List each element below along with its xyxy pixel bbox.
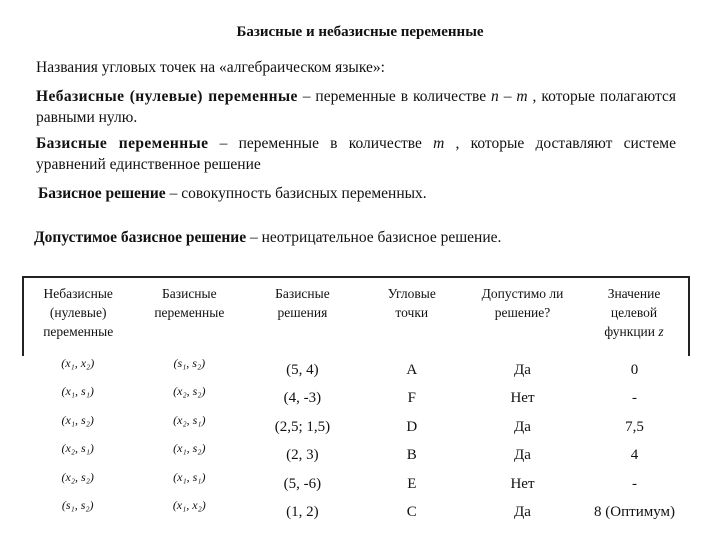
cell-point: A (406, 361, 418, 378)
header-solutions-line: Базисные (275, 286, 330, 301)
header-objective-line: Значение (607, 286, 661, 301)
cell-basic (132, 499, 246, 528)
table-row (23, 442, 689, 471)
table-row (23, 413, 689, 442)
basic-solutions-table (22, 276, 690, 527)
term-nonbasic: Небазисные (нулевые) переменные (36, 88, 298, 105)
cell-basic (132, 356, 246, 385)
term-basic: Базисные переменные (36, 135, 209, 152)
header-solutions (246, 277, 358, 356)
header-objective-word: функции (604, 324, 656, 339)
cell-text: (x₂, s₁) (173, 412, 206, 427)
definition-feasible-rest: – неотрицательное базисное решение. (246, 229, 502, 246)
intro-text: Названия угловых точек на «алгебраическом языке»: (36, 59, 385, 76)
cell-solution: (2, 3) (286, 447, 319, 464)
cell-basic (132, 470, 246, 499)
formula-n-minus-m: n – m (491, 88, 528, 105)
table-row (23, 385, 689, 414)
cell-basic (132, 413, 246, 442)
definition-nonbasic-rest: , которые полагаются равными нулю. (36, 88, 676, 126)
term-feasible-solution: Допустимое базисное решение (34, 229, 247, 246)
cell-value: 7,5 (625, 418, 644, 435)
header-feasible-line: Допустимо ли (481, 286, 564, 301)
cell-feasible: Да (514, 418, 531, 435)
header-feasible (465, 277, 580, 356)
cell-solution: (5, 4) (286, 361, 319, 378)
term-basic-solution: Базисное решение (38, 185, 166, 202)
cell-text: (s₁, s₂) (173, 355, 206, 370)
cell-value: - (632, 390, 638, 407)
cell-feasible: Да (514, 447, 531, 464)
cell-solution: (5, -6) (283, 475, 322, 492)
definition-nonbasic (36, 86, 676, 128)
cell-value: 0 (630, 361, 639, 378)
cell-text: (s₁, s₂) (61, 498, 94, 513)
cell-point: E (407, 475, 417, 492)
header-corners-line: Угловые (387, 286, 436, 301)
cell-feasible: Да (514, 504, 531, 521)
table-row (23, 499, 689, 528)
table-header-row (23, 277, 689, 356)
cell-feasible: Нет (510, 475, 535, 492)
cell-nonbasic (23, 385, 132, 414)
cell-point: F (407, 390, 416, 407)
cell-value: 8 (Оптимум) (594, 504, 676, 521)
header-basic-line: переменные (154, 305, 225, 320)
page-title: Базисные и небазисные переменные (236, 24, 484, 40)
cell-text: (x₂, s₂) (61, 469, 94, 484)
table-row (23, 356, 689, 385)
header-basic-line: Базисные (162, 286, 217, 301)
cell-feasible: Нет (510, 390, 535, 407)
cell-basic (132, 385, 246, 414)
cell-value: - (632, 475, 638, 492)
cell-nonbasic (23, 470, 132, 499)
definition-basic (36, 133, 676, 175)
cell-text: (x₁, s₂) (61, 412, 94, 427)
header-nonbasic-line: Небазисные (43, 286, 113, 301)
header-corners-line: точки (395, 305, 429, 320)
cell-text: (x₂, s₁) (61, 441, 94, 456)
cell-point: B (406, 447, 417, 464)
header-nonbasic (23, 277, 132, 356)
header-objective (580, 277, 689, 356)
cell-feasible: Да (514, 361, 531, 378)
header-objective-z: z (658, 324, 664, 339)
cell-text: (x₁, x₂) (61, 355, 95, 370)
cell-text: (x₁, s₁) (173, 469, 206, 484)
cell-basic (132, 442, 246, 471)
definition-nonbasic-dash: – переменные в количестве (297, 88, 492, 105)
cell-text: (x₁, s₂) (173, 441, 206, 456)
header-feasible-line: решение? (494, 305, 551, 320)
table-row (23, 470, 689, 499)
header-solutions-line: решения (277, 305, 328, 320)
header-corner-points (359, 277, 465, 356)
cell-nonbasic (23, 356, 132, 385)
cell-solution: (1, 2) (286, 504, 319, 521)
cell-point: D (406, 418, 418, 435)
cell-text: (x₂, s₂) (173, 384, 206, 399)
header-basic (132, 277, 246, 356)
header-nonbasic-line: (нулевые) (49, 305, 107, 320)
header-nonbasic-line: переменные (43, 324, 114, 339)
cell-solution: (4, -3) (283, 390, 322, 407)
cell-solution: (2,5; 1,5) (274, 418, 331, 435)
definition-basic-dash: – переменные в количестве (208, 135, 434, 152)
definition-basic-rest: , которые доставляют системе уравнений единственное решение (36, 135, 676, 173)
definition-feasible-solution (34, 227, 501, 248)
cell-nonbasic (23, 442, 132, 471)
cell-text: (x₁, x₂) (172, 498, 206, 513)
definition-basic-solution-rest: – совокупность базисных переменных. (165, 185, 427, 202)
cell-nonbasic (23, 499, 132, 528)
definition-basic-solution (38, 183, 427, 204)
header-objective-line (582, 322, 686, 341)
cell-point: C (406, 504, 417, 521)
cell-value: 4 (630, 447, 639, 464)
cell-text: (x₁, s₁) (61, 384, 94, 399)
cell-nonbasic (23, 413, 132, 442)
header-objective-line: целевой (610, 305, 658, 320)
formula-m: m (433, 135, 445, 152)
